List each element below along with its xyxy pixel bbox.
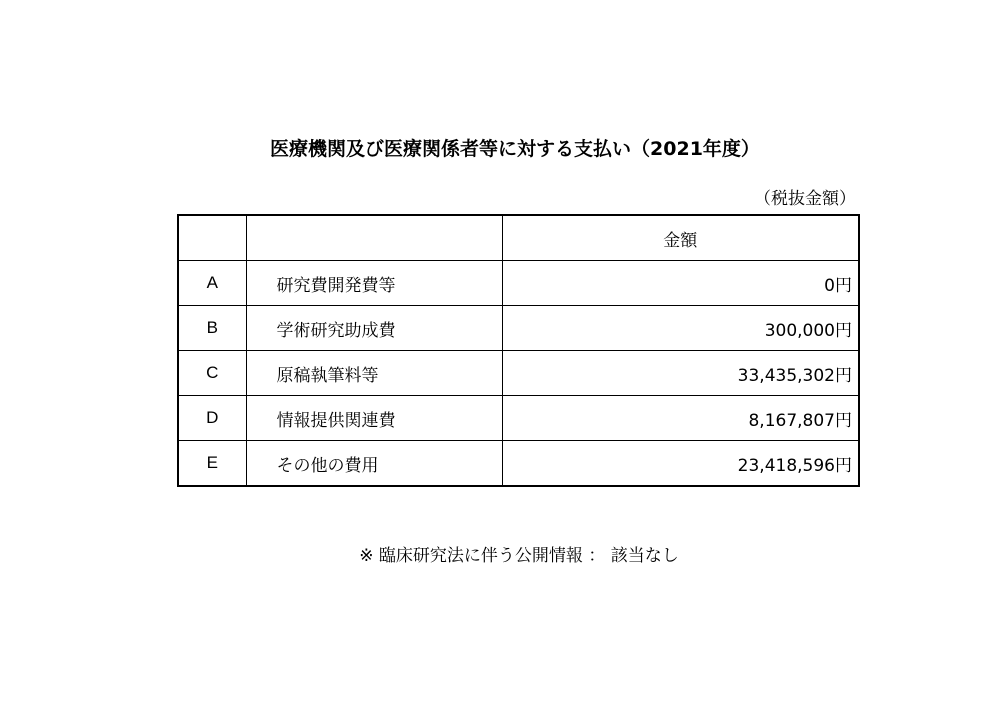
row-letter: C bbox=[178, 351, 246, 396]
row-label: 原稿執筆料等 bbox=[246, 351, 502, 396]
unit-note: （税抜金額） bbox=[754, 189, 856, 209]
row-label: 学術研究助成費 bbox=[246, 306, 502, 351]
table-row bbox=[178, 351, 859, 396]
table-header-row bbox=[178, 215, 859, 261]
row-letter: D bbox=[178, 396, 246, 441]
table-row bbox=[178, 261, 859, 306]
footnote: ※ 臨床研究法に伴う公開情報 ： 該当なし bbox=[359, 546, 679, 566]
row-amount: 33,435,302円 bbox=[502, 351, 859, 396]
row-letter: B bbox=[178, 306, 246, 351]
row-amount: 8,167,807円 bbox=[502, 396, 859, 441]
row-letter: A bbox=[178, 261, 246, 306]
row-label: 情報提供関連費 bbox=[246, 396, 502, 441]
header-cell-label bbox=[246, 215, 502, 261]
row-label: 研究費開発費等 bbox=[246, 261, 502, 306]
table-row bbox=[178, 441, 859, 487]
payments-table bbox=[177, 214, 860, 487]
row-label: その他の費用 bbox=[246, 441, 502, 487]
row-amount: 0円 bbox=[502, 261, 859, 306]
row-letter: E bbox=[178, 441, 246, 487]
table-row bbox=[178, 306, 859, 351]
document-title: 医療機関及び医療関係者等に対する支払い（2021年度） bbox=[270, 138, 760, 160]
header-cell-amount: 金額 bbox=[502, 215, 859, 261]
row-amount: 300,000円 bbox=[502, 306, 859, 351]
header-cell-letter bbox=[178, 215, 246, 261]
table-row bbox=[178, 396, 859, 441]
row-amount: 23,418,596円 bbox=[502, 441, 859, 487]
